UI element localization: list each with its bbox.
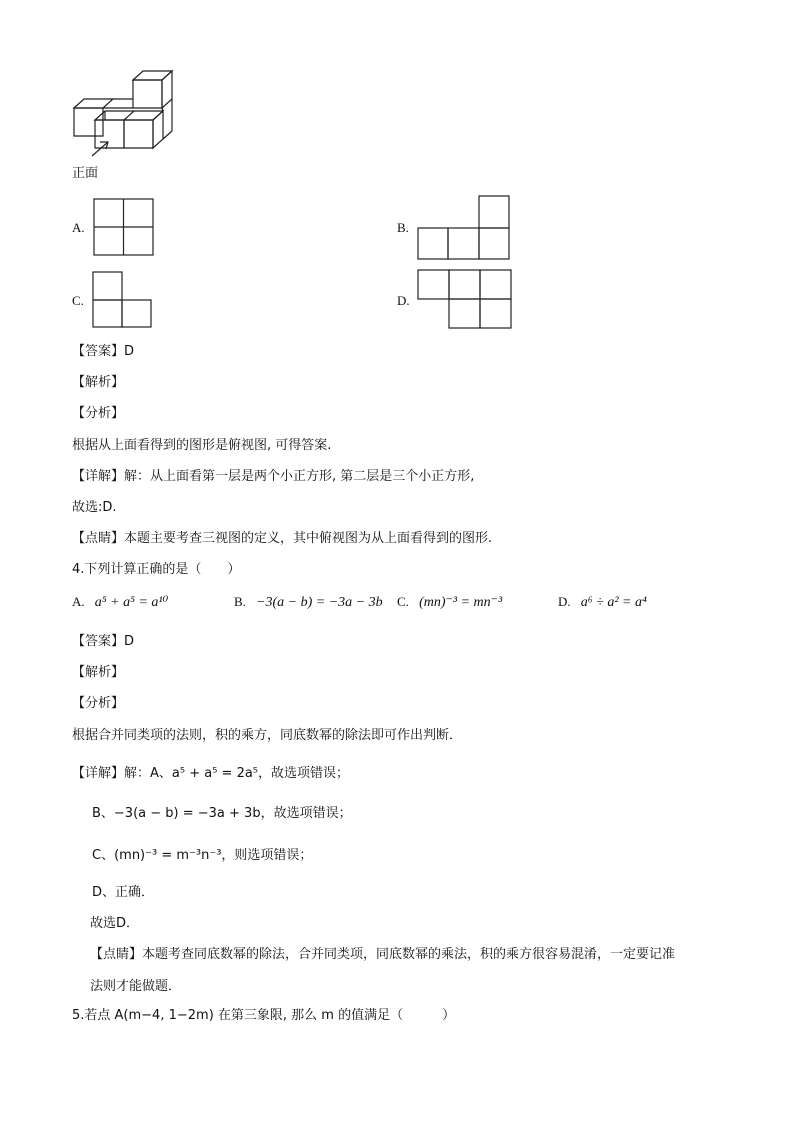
q4-comment-line-2: 法则才能做题．: [90, 979, 182, 994]
q3-option-d-figure: [417, 269, 513, 331]
q4-option-b-expr: −3(a − b) = −3a − 3b: [256, 595, 383, 610]
q5-stem: 5.若点 A(m−4, 1−2m) 在第三象限, 那么 m 的值满足（ ）: [72, 1008, 456, 1023]
q4-option-a-label: A.: [72, 594, 85, 609]
q4-option-d: [558, 594, 647, 611]
q4-option-a-expr: a⁵ + a⁵ = a¹⁰: [94, 595, 169, 610]
q3-fenxi-heading: 【分析】: [72, 406, 125, 421]
q4-option-d-expr: a⁶ ÷ a² = a⁴: [580, 595, 647, 610]
q3-option-b-figure: [417, 195, 511, 261]
q4-detail-line-2: B、−3(a − b) = −3a + 3b，故选项错误；: [92, 806, 352, 821]
q4-option-d-label: D.: [558, 594, 571, 609]
block-solid-figure: [70, 68, 180, 158]
q4-choose: 故选D．: [90, 916, 140, 931]
q4-answer: 【答案】D: [72, 634, 135, 649]
q4-analysis-heading: 【解析】: [72, 665, 125, 680]
q3-choose: 故选:D.: [72, 500, 117, 515]
q4-option-a: [72, 594, 168, 611]
q3-option-c-label: C.: [72, 293, 84, 308]
q4-option-c-expr: (mn)⁻³ = mn⁻³: [419, 595, 503, 610]
q4-fenxi-heading: 【分析】: [72, 696, 125, 711]
q3-detail: 【详解】解：从上面看第一层是两个小正方形, 第二层是三个小正方形,: [72, 469, 475, 484]
q4-fenxi-text: 根据合并同类项的法则，积的乘方，同底数幂的除法即可作出判断．: [72, 728, 463, 743]
q4-stem: 4.下列计算正确的是（ ）: [72, 562, 241, 577]
q3-option-a-label: A.: [72, 220, 85, 235]
q4-option-c-label: C.: [397, 594, 409, 609]
q4-option-c: [397, 594, 502, 611]
q3-comment: 【点睛】本题主要考查三视图的定义，其中俯视图为从上面看得到的图形.: [72, 531, 493, 546]
q3-option-c-figure: [92, 271, 154, 329]
q4-detail-line-1: 【详解】解：A、a⁵ + a⁵ = 2a⁵，故选项错误；: [72, 766, 350, 781]
q4-option-b-label: B.: [234, 594, 246, 609]
q3-fenxi-text: 根据从上面看得到的图形是俯视图, 可得答案.: [72, 438, 332, 453]
q4-detail-line-3: C、(mn)⁻³ = m⁻³n⁻³，则选项错误；: [92, 848, 313, 863]
front-label: 正面: [72, 166, 99, 181]
q3-option-d-label: D.: [397, 293, 410, 308]
q3-answer: 【答案】D: [72, 344, 135, 359]
q3-option-b-label: B.: [397, 220, 409, 235]
q4-detail-line-4: D、正确．: [92, 885, 155, 900]
q4-option-b: [234, 594, 383, 611]
q4-comment-line-1: 【点睛】本题考查同底数幂的除法，合并同类项，同底数幂的乘法，积的乘方很容易混淆，一定要记准: [90, 947, 676, 962]
q3-option-a-figure: [93, 198, 155, 256]
q3-analysis-heading: 【解析】: [72, 375, 125, 390]
